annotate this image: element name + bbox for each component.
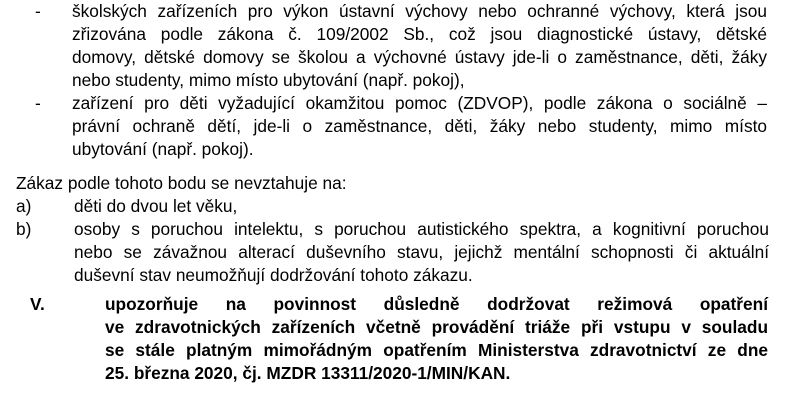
text-line: osoby s poruchou intelektu, s poruchou autistického spektra, a kognitivní poruchou (74, 219, 769, 239)
text-line: zařízení pro děti vyžadující okamžitou pomoc (ZDVOP), podle zákona o sociálně – (72, 93, 767, 113)
bullet-marker: - (35, 93, 41, 113)
text-line: ubytování (např. pokoj). (72, 139, 254, 159)
text-line: školských zařízeních pro výkon ústavní výchovy nebo ochranné výchovy, která jsou (72, 1, 767, 21)
text-line: duševní stav neumožňují dodržování tohoto zákazu. (74, 265, 473, 285)
text-line: upozorňuje na povinnost důsledně dodržovat režimová opatření (105, 294, 768, 314)
text-line: nebo studenty, mimo místo ubytování (např. pokoj), (72, 70, 465, 90)
text-line: domovy, dětské domovy se školou a výchovné ústavy jde-li o zaměstnance, děti, žáky (72, 47, 767, 67)
bullet-text (72, 92, 767, 161)
text-line: právní ochraně dětí, jde-li o zaměstnance, děti, žáky nebo studenty, mimo místo (72, 116, 767, 136)
item-text (74, 195, 769, 218)
text-line: ve zdravotnických zařízeních včetně provádění triáže při vstupu v souladu (105, 317, 768, 337)
section-text (105, 293, 768, 385)
bullet-text (72, 0, 767, 92)
text-line: nebo se závažnou alterací duševního stavu, jejichž mentální schopnosti či aktuální (74, 242, 769, 262)
text-line: zřizována podle zákona č. 109/2002 Sb., což jsou diagnostické ústavy, dětské (72, 24, 767, 44)
text-line: 25. března 2020, čj. MZDR 13311/2020-1/MIN/KAN. (105, 363, 511, 383)
text-line: děti do dvou let věku, (74, 196, 238, 216)
bullet-marker: - (35, 1, 41, 21)
section-number: V. (30, 294, 45, 314)
item-text (74, 218, 769, 287)
item-marker: b) (16, 219, 32, 239)
text-line: se stále platným mimořádným opatřením Ministerstva zdravotnictví ze dne (105, 340, 768, 360)
item-marker: a) (16, 196, 32, 216)
exemption-intro: Zákaz podle tohoto bodu se nevztahuje na: (16, 173, 347, 193)
